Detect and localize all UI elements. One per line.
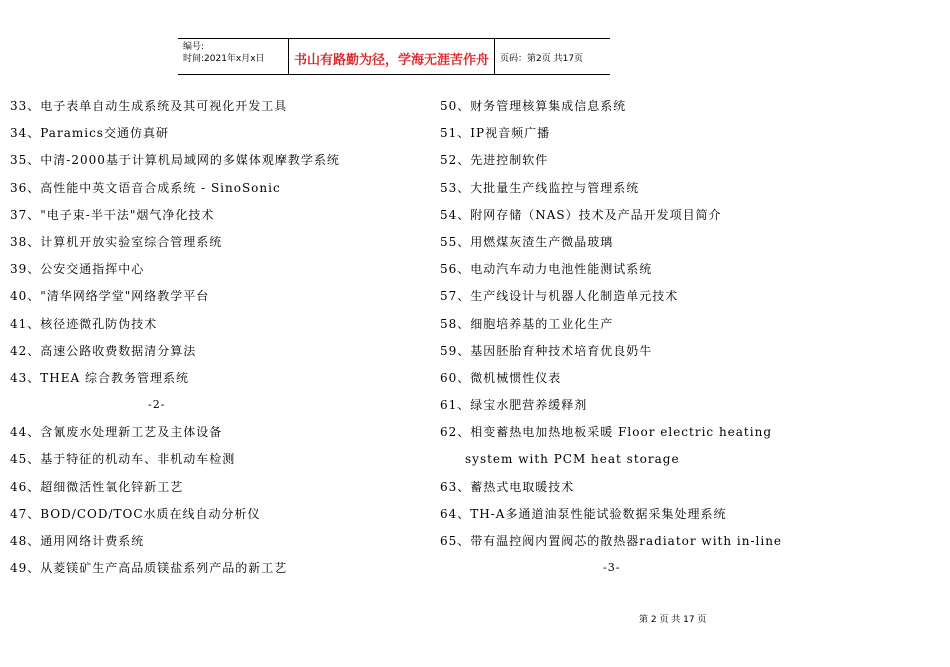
list-item: 39、公安交通指挥中心 (10, 262, 145, 277)
list-item: 53、大批量生产线监控与管理系统 (440, 180, 640, 195)
list-item: 54、附网存储（NAS）技术及产品开发项目简介 (440, 207, 722, 222)
list-item: 49、从菱镁矿生产高品质镁盐系列产品的新工艺 (10, 561, 288, 576)
header-date: 时间:2021年x月x日 (183, 54, 265, 64)
list-item: 55、用燃煤灰渣生产微晶玻璃 (440, 234, 614, 249)
list-item: 59、基因胚胎育种技术培育优良奶牛 (440, 343, 653, 358)
page-marker-left: -2- (148, 398, 166, 411)
right-column-list (440, 96, 782, 558)
header-page-info: 页码：第2页 共17页 (500, 54, 584, 64)
list-item: 61、绿宝水肥营养缓释剂 (440, 398, 588, 413)
list-item: 46、超细微活性氧化锌新工艺 (10, 479, 184, 494)
list-item: 37、"电子束-半干法"烟气净化技术 (10, 207, 215, 222)
list-item: 52、先进控制软件 (440, 153, 549, 168)
list-item: 48、通用网络计费系统 (10, 534, 145, 548)
list-item: 47、BOD/COD/TOC水质在线自动分析仪 (10, 506, 261, 521)
list-item: 40、"清华网络学堂"网络教学平台 (10, 289, 210, 304)
left-column-list (10, 96, 340, 585)
list-item: 34、Paramics交通仿真研 (10, 126, 169, 141)
list-item: 44、含氰废水处理新工艺及主体设备 (10, 425, 223, 440)
list-item: 60、微机械惯性仪表 (440, 370, 562, 385)
page-marker-right: -3- (603, 561, 621, 574)
list-spacer (10, 395, 340, 422)
list-item: 63、蓄热式电取暖技术 (440, 479, 575, 494)
list-item: 35、中清-2000基于计算机局域网的多媒体观摩教学系统 (10, 153, 340, 168)
list-item: 56、电动汽车动力电池性能测试系统 (440, 262, 653, 277)
header-number-label: 编号: (183, 42, 205, 52)
list-item: 58、细胞培养基的工业化生产 (440, 316, 614, 331)
list-item: 51、IP视音频广播 (440, 126, 551, 141)
list-item: 41、核径迹微孔防伪技术 (10, 316, 158, 331)
list-item: 42、高速公路收费数据清分算法 (10, 343, 197, 358)
list-item: 43、THEA 综合教务管理系统 (10, 370, 189, 385)
header-divider (494, 39, 495, 74)
header-motto: 书山有路勤为径，学海无涯苦作舟 (293, 53, 489, 68)
page-footer: 第 2 页 共 17 页 (639, 615, 707, 625)
list-item: 33、电子表单自动生成系统及其可视化开发工具 (10, 99, 288, 113)
list-item-continuation: system with PCM heat storage (465, 452, 680, 467)
list-item: 57、生产线设计与机器人化制造单元技术 (440, 289, 679, 304)
list-item: 45、基于特征的机动车、非机动车检测 (10, 452, 236, 467)
page-header (178, 38, 610, 75)
header-meta (183, 41, 265, 65)
list-item: 65、带有温控阀内置阀芯的散热器radiator with in-line (440, 534, 783, 548)
list-item: 38、计算机开放实验室综合管理系统 (10, 234, 223, 249)
list-item: 36、高性能中英文语音合成系统 - SinoSonic (10, 180, 281, 195)
list-item: 62、相变蓄热电加热地板采暖 Floor electric heating (440, 425, 772, 440)
list-item: 64、TH-A多通道油泵性能试验数据采集处理系统 (440, 506, 727, 521)
list-item: 50、财务管理核算集成信息系统 (440, 99, 627, 113)
